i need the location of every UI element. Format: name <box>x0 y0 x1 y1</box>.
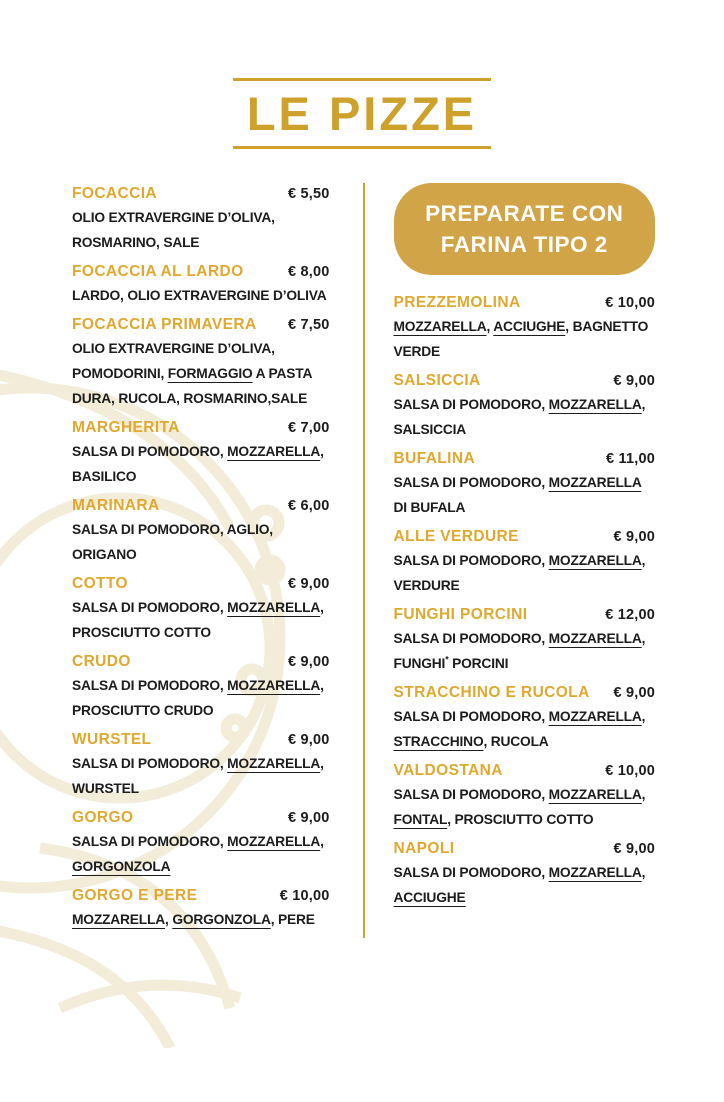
item-description <box>394 314 656 364</box>
item-head <box>394 526 656 548</box>
ingredient-underlined: MOZZARELLA <box>548 709 642 724</box>
item-description <box>72 829 330 879</box>
menu-item <box>72 314 330 411</box>
ingredient-underlined: MOZZARELLA <box>72 912 166 927</box>
ingredient-underlined: MOZZARELLA <box>227 600 321 615</box>
item-price: € 9,00 <box>613 373 655 389</box>
item-head <box>394 682 656 704</box>
menu-columns <box>72 183 655 938</box>
badge-line-1: PREPARATE CON <box>425 201 624 226</box>
ingredient-text: , FUNGHI <box>393 631 646 671</box>
ingredient-underlined: ACCIUGHE <box>393 890 466 905</box>
item-head <box>72 417 330 439</box>
ingredient-text: , WURSTEL <box>72 756 324 796</box>
item-name: WURSTEL <box>72 731 152 748</box>
item-description <box>72 283 330 308</box>
item-description <box>72 673 330 723</box>
item-description <box>72 336 330 411</box>
item-head <box>394 448 656 470</box>
page-title: LE PIZZE <box>246 87 478 140</box>
item-name: SALSICCIA <box>393 372 481 389</box>
menu-items <box>394 292 656 910</box>
ingredient-text: SALSA DI POMODORO, <box>72 834 228 849</box>
item-name: ALLE VERDURE <box>393 528 519 545</box>
item-name: NAPOLI <box>393 840 455 857</box>
ingredient-underlined: MOZZARELLA <box>548 631 642 646</box>
item-name: VALDOSTANA <box>393 762 503 779</box>
item-name: GORGO <box>72 809 134 826</box>
item-head <box>394 292 656 314</box>
item-head <box>72 573 330 595</box>
item-description <box>394 548 656 598</box>
item-price: € 10,00 <box>605 295 655 311</box>
item-price: € 9,00 <box>287 810 330 826</box>
ingredient-underlined: GORGONZOLA <box>72 859 171 874</box>
item-price: € 5,50 <box>287 186 330 202</box>
item-price: € 12,00 <box>605 607 655 623</box>
menu-item <box>394 526 656 598</box>
ingredient-underlined: MOZZARELLA <box>227 756 321 771</box>
item-description <box>394 860 656 910</box>
item-description <box>394 704 656 754</box>
menu-column-left <box>72 183 330 938</box>
item-head <box>72 651 330 673</box>
item-description <box>394 392 656 442</box>
ingredient-text: , PROSCIUTTO COTTO <box>447 812 594 827</box>
ingredient-underlined: MOZZARELLA <box>548 553 642 568</box>
ingredient-text: SALSA DI POMODORO, <box>393 865 549 880</box>
item-price: € 6,00 <box>287 498 330 514</box>
ingredient-text: DI BUFALA <box>393 500 466 515</box>
item-name: COTTO <box>72 575 128 592</box>
ingredient-underlined: MOZZARELLA <box>548 865 642 880</box>
ingredient-underlined: FONTAL <box>393 812 448 827</box>
ingredient-text: SALSA DI POMODORO, <box>72 756 228 771</box>
ingredient-text: , PERE <box>270 912 315 927</box>
ingredient-text: , <box>165 912 173 927</box>
item-name: STRACCHINO E RUCOLA <box>393 684 590 701</box>
item-price: € 8,00 <box>287 264 330 280</box>
ingredient-text: * <box>445 654 449 665</box>
ingredient-text: SALSA DI POMODORO, <box>393 787 549 802</box>
item-price: € 9,00 <box>287 732 330 748</box>
ingredient-underlined: MOZZARELLA <box>227 678 321 693</box>
ingredient-text: , <box>486 319 494 334</box>
ingredient-underlined: MOZZARELLA <box>227 444 321 459</box>
item-head <box>72 495 330 517</box>
item-price: € 11,00 <box>606 451 655 467</box>
badge-line-2: FARINA TIPO 2 <box>440 232 608 257</box>
ingredient-text: , RUCOLA <box>483 734 549 749</box>
item-name: BUFALINA <box>393 450 476 467</box>
item-description <box>72 751 330 801</box>
menu-item <box>72 807 330 879</box>
menu-item <box>394 838 656 910</box>
ingredient-underlined: FORMAGGIO <box>167 366 253 381</box>
item-price: € 10,00 <box>279 888 330 904</box>
item-name: FOCACCIA AL LARDO <box>72 263 244 280</box>
item-price: € 9,00 <box>613 529 655 545</box>
ingredient-underlined: STRACCHINO <box>393 734 484 749</box>
ingredient-underlined: MOZZARELLA <box>548 475 642 490</box>
ingredient-text: SALSA DI POMODORO, <box>393 709 549 724</box>
item-head <box>394 370 656 392</box>
ingredient-text: SALSA DI POMODORO, <box>393 397 549 412</box>
menu-item <box>72 885 330 932</box>
menu-items <box>72 183 330 932</box>
item-name: FOCACCIA <box>72 185 157 202</box>
ingredient-text: , <box>641 865 646 880</box>
menu-item <box>394 604 656 676</box>
title-top-rule <box>233 78 491 81</box>
item-name: MARINARA <box>72 497 160 514</box>
item-name: FUNGHI PORCINI <box>393 606 528 623</box>
ingredient-underlined: MOZZARELLA <box>227 834 321 849</box>
ingredient-text: OLIO EXTRAVERGINE D’OLIVA, POMODORINI, <box>72 341 275 381</box>
item-head <box>72 183 330 205</box>
ingredient-underlined: ACCIUGHE <box>493 319 566 334</box>
ingredient-text: , <box>641 787 646 802</box>
item-description <box>72 205 330 255</box>
ingredient-text: SALSA DI POMODORO, <box>393 475 549 490</box>
menu-item <box>72 261 330 308</box>
menu-item <box>72 183 330 255</box>
menu-item <box>72 495 330 567</box>
ingredient-text: SALSA DI POMODORO, <box>72 600 228 615</box>
ingredient-text: SALSA DI POMODORO, AGLIO, ORIGANO <box>72 522 273 562</box>
menu-item <box>72 729 330 801</box>
item-head <box>72 729 330 751</box>
ingredient-text: OLIO EXTRAVERGINE D’OLIVA, ROSMARINO, SALE <box>72 210 275 250</box>
item-head <box>72 885 330 907</box>
ingredient-underlined: GORGONZOLA <box>172 912 271 927</box>
ingredient-text: , PROSCIUTTO CRUDO <box>72 678 324 718</box>
item-head <box>394 760 656 782</box>
menu-item <box>72 651 330 723</box>
ingredient-text: , <box>641 709 646 724</box>
menu-header <box>233 78 491 149</box>
title-bottom-rule <box>233 146 491 149</box>
item-description <box>394 626 656 676</box>
item-head <box>72 261 330 283</box>
menu-item <box>394 760 656 832</box>
item-head <box>394 838 656 860</box>
item-name: PREZZEMOLINA <box>393 294 521 311</box>
item-price: € 7,00 <box>287 420 330 436</box>
menu-item <box>394 370 656 442</box>
ingredient-text: A PASTA DURA, RUCOLA, ROSMARINO,SALE <box>72 366 312 406</box>
column-divider <box>363 183 365 938</box>
item-description <box>394 782 656 832</box>
item-price: € 9,00 <box>613 841 655 857</box>
ingredient-text: , PROSCIUTTO COTTO <box>72 600 324 640</box>
item-price: € 9,00 <box>287 654 330 670</box>
ingredient-text: , <box>320 834 324 849</box>
ingredient-text: SALSA DI POMODORO, <box>72 444 228 459</box>
item-price: € 9,00 <box>613 685 655 701</box>
ingredient-underlined: MOZZARELLA <box>548 787 642 802</box>
ingredient-text: , BAGNETTO VERDE <box>393 319 649 359</box>
menu-item <box>394 292 656 364</box>
menu-item <box>394 448 656 520</box>
ingredient-text: , VERDURE <box>393 553 646 593</box>
item-description <box>394 470 656 520</box>
item-name: MARGHERITA <box>72 419 180 436</box>
item-price: € 9,00 <box>287 576 330 592</box>
menu-column-right <box>394 183 656 938</box>
ingredient-underlined: MOZZARELLA <box>548 397 642 412</box>
ingredient-text: SALSA DI POMODORO, <box>393 631 549 646</box>
ingredient-underlined: MOZZARELLA <box>393 319 487 334</box>
item-description <box>72 439 330 489</box>
menu-item <box>394 682 656 754</box>
ingredient-text: , SALSICCIA <box>393 397 646 437</box>
item-head <box>72 314 330 336</box>
menu-item <box>72 573 330 645</box>
item-description <box>72 517 330 567</box>
item-price: € 7,50 <box>287 317 330 333</box>
item-description <box>72 595 330 645</box>
item-head <box>72 807 330 829</box>
item-description <box>72 907 330 932</box>
item-head <box>394 604 656 626</box>
ingredient-text: SALSA DI POMODORO, <box>393 553 549 568</box>
ingredient-text: , BASILICO <box>72 444 324 484</box>
menu-item <box>72 417 330 489</box>
item-name: GORGO E PERE <box>72 887 198 904</box>
ingredient-text: PORCINI <box>448 656 509 671</box>
ingredient-text: LARDO, OLIO EXTRAVERGINE D’OLIVA <box>72 288 327 303</box>
item-name: FOCACCIA PRIMAVERA <box>72 316 257 333</box>
item-price: € 10,00 <box>605 763 655 779</box>
ingredient-text: SALSA DI POMODORO, <box>72 678 228 693</box>
item-name: CRUDO <box>72 653 131 670</box>
farina-tipo-2-badge <box>394 183 656 275</box>
